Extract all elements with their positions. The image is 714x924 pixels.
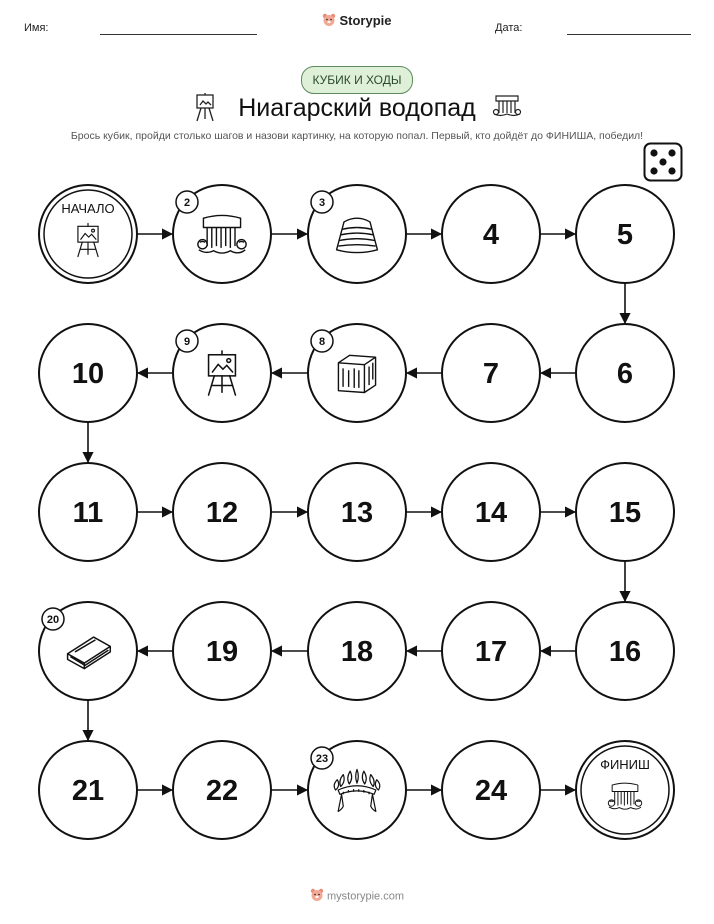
start-label: НАЧАЛО: [61, 201, 115, 216]
instructions: Брось кубик, пройди столько шагов и назови картинку, на которую попал. Первый, кто дойдёт до ФИНИША, победил!: [70, 130, 644, 142]
category-badge: КУБИК И ХОДЫ: [301, 66, 413, 94]
board-cell-17[interactable]: [442, 602, 540, 700]
cell-number: 5: [616, 219, 634, 251]
board-cell-16[interactable]: [576, 602, 674, 700]
board-cell-13[interactable]: [308, 463, 406, 561]
cell-number: 13: [340, 497, 374, 529]
step-badge-number: 9: [183, 336, 191, 348]
cell-number: 10: [71, 358, 105, 390]
board-cell-6[interactable]: [576, 324, 674, 422]
board-cell-12[interactable]: [173, 463, 271, 561]
cell-number: 22: [205, 775, 239, 807]
cell-number: 18: [340, 636, 374, 668]
board-cell-7[interactable]: [442, 324, 540, 422]
footer-url[interactable]: mystorypie.com: [326, 890, 405, 903]
cell-number: 7: [482, 358, 500, 390]
cell-number: 12: [205, 497, 239, 529]
board-cell-8[interactable]: [308, 324, 406, 422]
board-cell-3[interactable]: [308, 185, 406, 283]
board-cell-21[interactable]: [39, 741, 137, 839]
board-cell-18[interactable]: [308, 602, 406, 700]
cell-number: 14: [474, 497, 508, 529]
bear-icon: [310, 888, 324, 905]
board-cell-23[interactable]: [308, 741, 406, 839]
step-badge-number: 8: [318, 336, 326, 348]
cell-number: 15: [608, 497, 642, 529]
cell-number: 21: [71, 775, 105, 807]
board-cell-24[interactable]: [442, 741, 540, 839]
cell-number: 19: [205, 636, 239, 668]
board-cell-5[interactable]: [576, 185, 674, 283]
step-badge-number: 20: [46, 614, 60, 626]
footer: [0, 888, 714, 905]
finish-label: ФИНИШ: [600, 757, 650, 772]
cell-number: 24: [474, 775, 508, 807]
board-cell-9[interactable]: [173, 324, 271, 422]
brand-name: Storypie: [339, 13, 392, 28]
cell-number: 11: [72, 497, 104, 529]
page-title: Ниагарский водопад: [238, 94, 476, 122]
date-label: Дата:: [495, 22, 523, 34]
name-label: Имя:: [24, 22, 49, 34]
board-cell-2[interactable]: [173, 185, 271, 283]
board-cell-4[interactable]: [442, 185, 540, 283]
stone-block-icon: [338, 355, 375, 392]
board-cell-20[interactable]: [39, 602, 137, 700]
step-badge-number: 3: [318, 197, 326, 209]
board-cell-10[interactable]: [39, 324, 137, 422]
step-badge-number: 2: [183, 197, 191, 209]
board-cell-11[interactable]: [39, 463, 137, 561]
board-cell-14[interactable]: [442, 463, 540, 561]
cell-number: 4: [482, 219, 500, 251]
board-cell-22[interactable]: [173, 741, 271, 839]
step-badge-number: 23: [315, 753, 329, 765]
board-cell-25[interactable]: [576, 741, 674, 839]
board-cell-15[interactable]: [576, 463, 674, 561]
cell-number: 6: [616, 358, 634, 390]
board-cell-1[interactable]: [39, 185, 137, 283]
cell-number: 17: [474, 636, 508, 668]
cell-number: 16: [608, 636, 642, 668]
board-cell-19[interactable]: [173, 602, 271, 700]
